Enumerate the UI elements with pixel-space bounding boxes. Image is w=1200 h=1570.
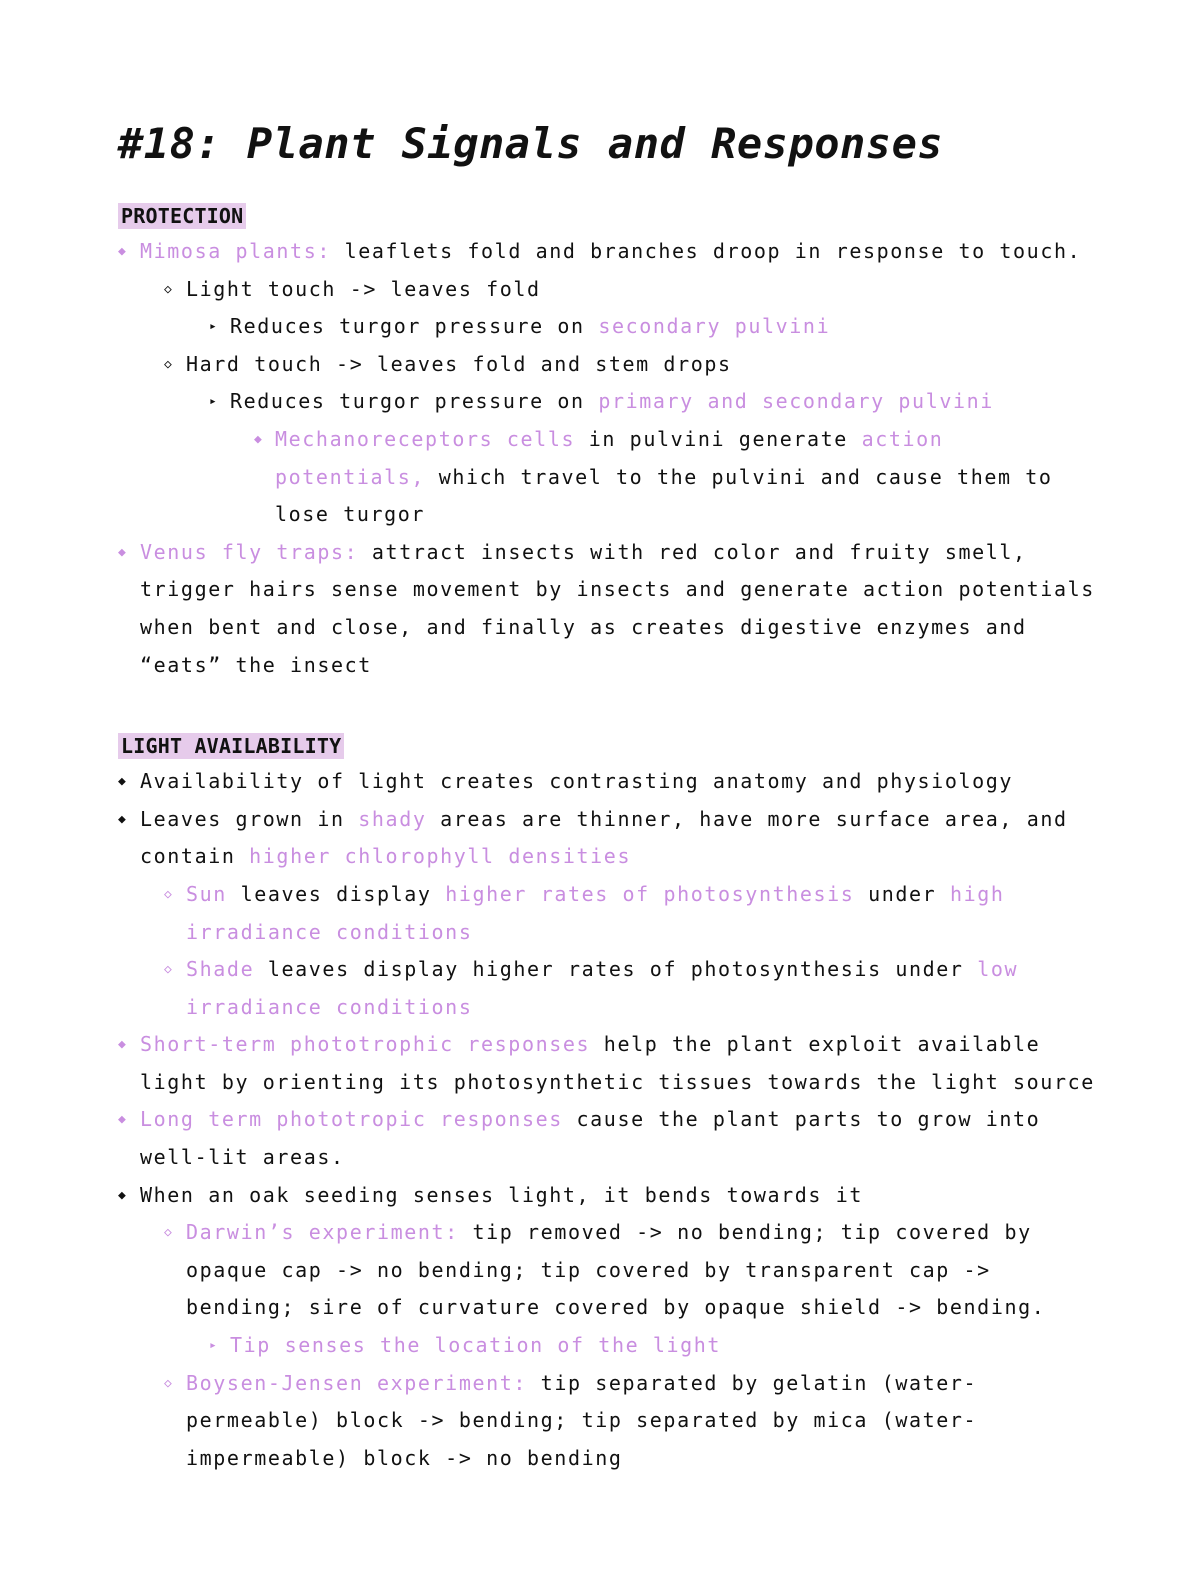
bullet-dot-icon: ◆: [118, 244, 126, 259]
short-term-highlight: Short-term phototrophic responses: [140, 1032, 591, 1057]
section-header-light-availability: LIGHT AVAILABILITY: [118, 733, 344, 759]
leaves-highlight-chlorophyll: higher chlorophyll densities: [249, 844, 632, 869]
bullet-dot-icon: ◆: [118, 1112, 126, 1128]
light-touch-effect-highlight: secondary pulvini: [598, 314, 831, 339]
hollow-diamond-icon: ◇: [164, 1375, 172, 1391]
sun-highlight-rates: higher rates of photosynthesis: [445, 881, 855, 906]
bullet-long-term: [118, 1101, 1098, 1176]
shade-mid: leaves display higher rates of photosynthesis under: [254, 957, 978, 982]
bullet-darwin: [118, 1214, 1098, 1327]
darwin-text: tip removed -> no bending; tip covered by opaque cap -> no bending; tip covered by transparent cap -> bending; sire of curvature covered by opaque shield -> bending.: [186, 1220, 1046, 1320]
bullet-availability: [118, 763, 1098, 801]
bullet-mechanoreceptors: [118, 421, 1098, 534]
long-term-highlight: Long term phototropic responses: [140, 1107, 563, 1132]
sun-highlight: Sun: [186, 881, 227, 906]
boysen-text: tip separated by gelatin (water-permeable) block -> bending; tip separated by mica (water-impermeable) block -> no bending: [186, 1370, 978, 1470]
sun-mid-1: leaves display: [226, 881, 446, 906]
term-venus-fly-traps: Venus fly traps:: [140, 539, 359, 564]
shade-highlight: Shade: [186, 957, 255, 982]
section-protection: [118, 203, 1109, 684]
hollow-diamond-icon: ◇: [164, 356, 172, 372]
bullet-venus-fly-traps: [118, 534, 1109, 684]
bullet-short-term: [118, 1026, 1098, 1101]
oak-text: When an oak seeding senses light, it bends towards it: [140, 1182, 863, 1207]
mechano-highlight-2: action potentials,: [275, 426, 958, 489]
bullet-dot-icon: ◆: [118, 774, 126, 790]
leaves-highlight-shady: shady: [358, 806, 427, 831]
mimosa-text: leaflets fold and branches droop in response to touch.: [330, 239, 1082, 263]
bullet-dot-icon: ◆: [118, 544, 126, 560]
hollow-diamond-icon: ◇: [164, 886, 172, 902]
bullet-boysen-jensen: [118, 1365, 1098, 1478]
bullet-hard-touch: [118, 346, 1098, 384]
triangle-bullet-icon: ▸: [209, 1338, 217, 1354]
availability-text: Availability of light creates contrasting anatomy and physiology: [140, 769, 1014, 794]
triangle-bullet-icon: ▸: [209, 394, 217, 410]
hollow-diamond-icon: ◇: [164, 281, 172, 297]
bullet-light-touch: [118, 271, 1098, 309]
light-touch-text: Light touch -> leaves fold: [186, 276, 541, 301]
mechano-highlight-1: Mechanoreceptors cells: [275, 426, 576, 451]
section-header-protection: PROTECTION: [118, 203, 246, 229]
bullet-shade-leaves: [118, 951, 1098, 1026]
hollow-diamond-icon: ◇: [164, 962, 172, 978]
short-term-text: help the plant exploit available light by orienting its photosynthetic tissues towards the light source: [140, 1032, 1095, 1094]
shade-highlight-irradiance: low irradiance conditions: [186, 957, 1032, 1019]
bullet-hard-touch-effect: [118, 383, 1098, 421]
hard-touch-effect-highlight: primary and secondary pulvini: [598, 389, 994, 414]
bullet-dot-icon: ◆: [118, 1187, 126, 1203]
mechano-mid: in pulvini generate: [575, 426, 862, 451]
boysen-highlight: Boysen-Jensen experiment:: [186, 1370, 528, 1395]
bullet-tip-senses: [118, 1327, 1098, 1365]
section-light-availability: [118, 684, 1098, 1477]
sun-mid-2: under: [854, 881, 950, 906]
mechano-rest: which travel to the pulvini and cause them to lose turgor: [275, 464, 1067, 527]
bullet-mimosa: [118, 233, 1098, 271]
hollow-diamond-icon: ◇: [164, 1225, 172, 1241]
leaves-pre: Leaves grown in: [140, 806, 359, 831]
venus-text: attract insects with red color and fruity smell, trigger hairs sense movement by insects and generate action potentials when bent and close, and finally as creates digestive enzymes and “eats” the insect: [140, 539, 1109, 677]
page-title: #18: Plant Signals and Responses: [118, 119, 944, 168]
hard-touch-effect-text: Reduces turgor pressure on: [230, 389, 599, 414]
darwin-highlight: Darwin’s experiment:: [186, 1220, 459, 1245]
long-term-text: cause the plant parts to grow into well-lit areas.: [140, 1107, 1054, 1170]
light-touch-effect-text: Reduces turgor pressure on: [230, 314, 599, 339]
bullet-sun-leaves: [118, 876, 1098, 951]
leaves-mid: areas are thinner, have more surface area, and contain: [140, 806, 1082, 869]
tip-senses-highlight: Tip senses the location of the light: [230, 1333, 722, 1358]
document-page: [118, 112, 1109, 1477]
bullet-dot-icon: ◆: [118, 811, 126, 827]
bullet-light-touch-effect: [118, 308, 1098, 346]
term-mimosa: Mimosa plants:: [140, 239, 331, 263]
hard-touch-text: Hard touch -> leaves fold and stem drops: [186, 351, 732, 376]
bullet-leaves-shady: [118, 801, 1098, 876]
triangle-bullet-icon: ▸: [209, 319, 217, 335]
sun-highlight-irradiance: high irradiance conditions: [186, 881, 1019, 944]
bullet-dot-icon: ◆: [118, 1037, 126, 1053]
bullet-oak-seeding: [118, 1177, 1098, 1215]
bullet-dot-icon: ◆: [254, 431, 262, 447]
